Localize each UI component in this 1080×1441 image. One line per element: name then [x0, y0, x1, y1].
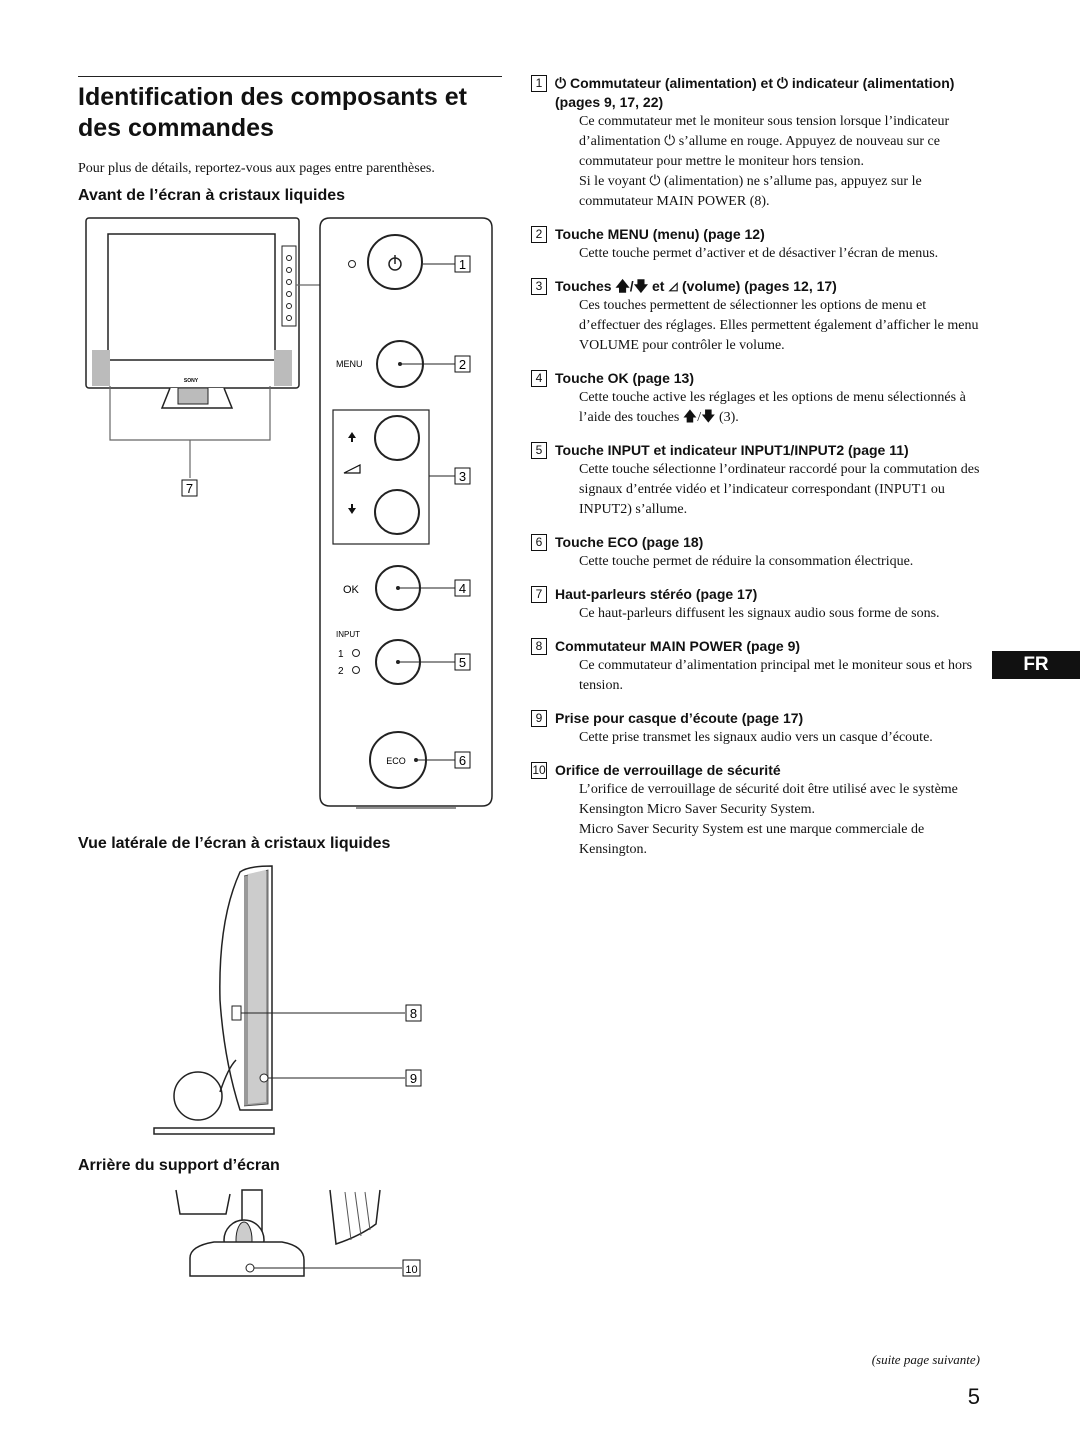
- continued-note: (suite page suivante): [871, 1352, 980, 1367]
- list-item: [531, 74, 981, 212]
- intro-text: Pour plus de détails, reportez-vous aux pages entre parenthèses.: [78, 161, 435, 176]
- ok-label: OK: [343, 584, 359, 596]
- item-body: Cette touche permet d’activer et de désactiver l’écran de menus.: [579, 246, 939, 261]
- callout-8-label: 8: [409, 1006, 418, 1021]
- sony-logo: SONY: [183, 378, 199, 384]
- item-number: 4: [531, 370, 547, 387]
- down-button[interactable]: [375, 490, 419, 534]
- item-heading: Orifice de verrouillage de sécurité: [555, 762, 781, 778]
- item-number: 6: [531, 534, 547, 551]
- stand-rear-illustration: [176, 1190, 402, 1276]
- callout-4-label: 4: [458, 581, 467, 596]
- section-side-heading: Vue latérale de l’écran à cristaux liquides: [78, 835, 391, 852]
- item-body: Si le voyant ⏻ (alimentation) ne s’allume pas, appuyez sur le commutateur MAIN POWER (8).: [579, 174, 922, 209]
- callout-1-label: 1: [458, 257, 467, 272]
- page-title: Identification des composants et des commandes: [78, 83, 467, 142]
- item-number: 9: [531, 710, 547, 727]
- item-heading: Touche INPUT et indicateur INPUT1/INPUT2 (page 11): [555, 442, 909, 458]
- list-item: [531, 761, 981, 860]
- component-list: [531, 74, 981, 873]
- item-body: L’orifice de verrouillage de sécurité doit être utilisé avec le système Kensington Micro Saver Security System.: [579, 782, 958, 817]
- list-item: [531, 585, 981, 624]
- rear-view-figure: [170, 1184, 440, 1294]
- monitor-front-illustration: [86, 218, 320, 478]
- page-number: 5: [967, 1384, 980, 1409]
- item-heading: Commutateur MAIN POWER (page 9): [555, 638, 801, 654]
- monitor-side-illustration: [154, 866, 405, 1134]
- up-button[interactable]: [375, 416, 419, 460]
- item-body: Ce commutateur met le moniteur sous tension lorsque l’indicateur d’alimentation ⏻ s’allume en rouge. Appuyez de nouveau sur ce commutateur pour mettre le moniteur hors tension.: [579, 114, 950, 169]
- item-body: Ce commutateur d’alimentation principal met le moniteur sous et hors tension.: [579, 658, 973, 693]
- item-body: Cette touche permet de réduire la consommation électrique.: [579, 554, 914, 569]
- item-number: 5: [531, 442, 547, 459]
- input-1-label: 1: [338, 649, 344, 660]
- control-panel-illustration: [320, 218, 492, 808]
- item-body: Cette prise transmet les signaux audio vers un casque d’écoute.: [579, 730, 933, 745]
- list-item: [531, 369, 981, 428]
- item-number: 3: [531, 278, 547, 295]
- eco-label: ECO: [386, 756, 406, 766]
- item-body: Micro Saver Security System est une marque commerciale de Kensington.: [579, 822, 925, 857]
- item-number: 8: [531, 638, 547, 655]
- section-front-heading: Avant de l’écran à cristaux liquides: [78, 187, 346, 204]
- item-body: Cette touche sélectionne l’ordinateur raccordé pour la commutation des signaux d’entrée vidéo et l’indicateur correspondant (INPUT1 ou INPUT2) s’allume.: [579, 462, 980, 517]
- language-tab: FR: [992, 651, 1080, 679]
- title-rule: [78, 76, 502, 77]
- item-body: Cette touche active les réglages et les options de menu sélectionnés à l’aide des touches 🡅/🡇 (3).: [579, 390, 966, 425]
- side-view-figure: [140, 860, 440, 1140]
- section-rear-heading: Arrière du support d’écran: [78, 1157, 280, 1174]
- callout-3-label: 3: [458, 469, 467, 484]
- input-label: INPUT: [336, 630, 360, 639]
- callout-2-label: 2: [458, 357, 467, 372]
- menu-label: MENU: [336, 359, 363, 369]
- item-heading: Touche ECO (page 18): [555, 534, 704, 550]
- callout-7-label: 7: [185, 481, 194, 496]
- item-heading: Prise pour casque d’écoute (page 17): [555, 710, 804, 726]
- list-item: [531, 441, 981, 520]
- item-number: 7: [531, 586, 547, 603]
- callout-6-label: 6: [458, 753, 467, 768]
- item-heading: Haut-parleurs stéréo (page 17): [555, 586, 758, 602]
- item-heading: Touche MENU (menu) (page 12): [555, 226, 765, 242]
- item-number: 1: [531, 75, 547, 92]
- front-view-figure: [70, 210, 510, 816]
- list-item: [531, 637, 981, 696]
- callout-10-label: 10: [405, 1264, 418, 1276]
- item-heading: Touches 🡅/🡇 et ◿ (volume) (pages 12, 17): [555, 278, 837, 294]
- list-item: [531, 533, 981, 572]
- item-number: 2: [531, 226, 547, 243]
- item-heading: Touche OK (page 13): [555, 370, 694, 386]
- list-item: [531, 277, 981, 356]
- item-heading: ⏻ Commutateur (alimentation) et ⏻ indicateur (alimentation) (pages 9, 17, 22): [555, 75, 955, 110]
- item-body: Ces touches permettent de sélectionner les options de menu et d’effectuer des réglages. Elles permettent également d’afficher le menu VOLUME pour contrôler le volume.: [579, 298, 979, 353]
- input-2-label: 2: [338, 666, 344, 677]
- item-number: 10: [532, 763, 546, 777]
- list-item: [531, 225, 981, 264]
- callout-5-label: 5: [458, 655, 467, 670]
- item-body: Ce haut-parleurs diffusent les signaux audio sous forme de sons.: [579, 606, 940, 621]
- list-item: [531, 709, 981, 748]
- callout-9-label: 9: [409, 1071, 418, 1086]
